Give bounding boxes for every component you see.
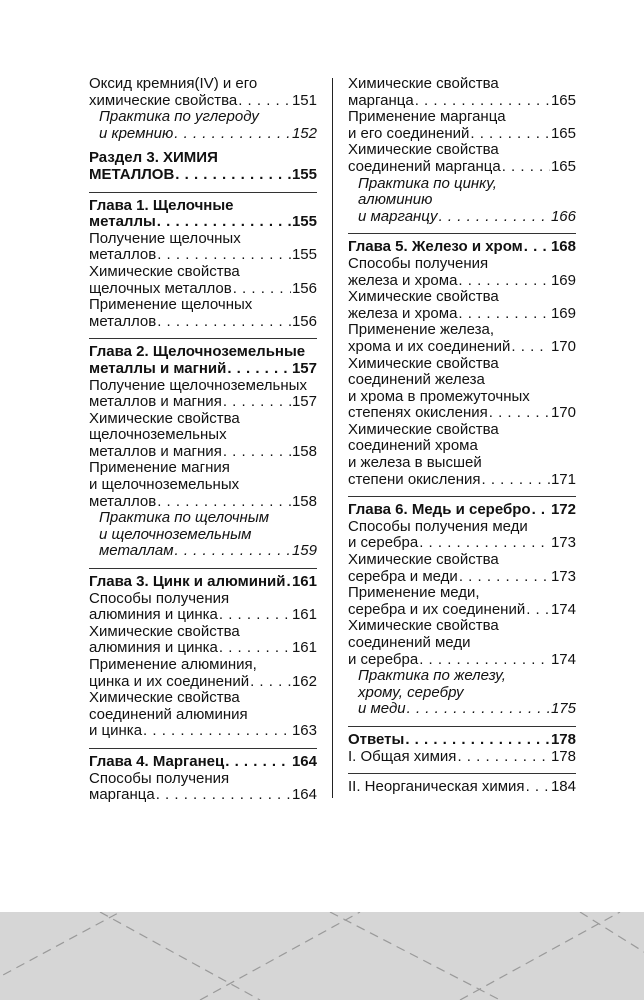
toc-entry-line	[89, 427, 317, 444]
toc-entry[interactable]	[89, 198, 317, 231]
toc-entry[interactable]	[348, 552, 576, 585]
toc-entry-title: Способы получения	[348, 254, 489, 272]
toc-entry-title: металлы и магний	[89, 359, 227, 377]
page-number: 157	[291, 359, 317, 377]
toc-entry-title: Получение щелочных	[89, 229, 241, 247]
page-number: 169	[550, 304, 576, 322]
toc-entry[interactable]	[89, 264, 317, 297]
toc-entry-title: металлов и магния	[89, 393, 222, 411]
toc-entry-line-last	[89, 754, 317, 771]
toc-entry-title: хрома и их соединений	[348, 337, 511, 355]
dot-leader	[219, 640, 291, 657]
toc-column-right	[348, 76, 576, 796]
toc-entry-line	[99, 527, 317, 544]
toc-entry-line	[89, 297, 317, 314]
toc-entry-title: МЕТАЛЛОВ	[89, 165, 175, 183]
toc-entry[interactable]	[348, 749, 576, 766]
page-number: 173	[550, 567, 576, 585]
toc-entry[interactable]	[348, 502, 576, 519]
toc-entry-title: Глава 1. Щелочные	[89, 196, 234, 214]
section-separator	[348, 233, 576, 234]
toc-entry-line-last	[89, 787, 317, 804]
toc-entry-title: Практика по железу,	[358, 667, 506, 685]
toc-entry-title: Глава 3. Цинк и алюминий	[89, 573, 286, 591]
page-number: 174	[550, 650, 576, 668]
dot-leader	[157, 314, 291, 331]
dot-leader	[219, 607, 291, 624]
toc-entry-title: Глава 6. Медь и серебро	[348, 501, 531, 519]
dot-leader	[489, 405, 550, 422]
toc-entry-title: Применение алюминия,	[89, 656, 257, 673]
page-number: 165	[550, 124, 576, 142]
toc-entry-title: Применение марганца	[348, 108, 506, 126]
toc-entry-line-last	[348, 126, 576, 143]
page-number: 171	[550, 470, 576, 488]
toc-entry-title: и хрома в промежуточных	[348, 387, 530, 405]
page-number: 184	[550, 778, 576, 796]
toc-entry-line-last	[358, 701, 576, 718]
toc-entry[interactable]	[89, 231, 317, 264]
dot-leader	[415, 93, 550, 110]
toc-entry-title: металлов и магния	[89, 442, 222, 460]
toc-entry-line-last	[99, 543, 317, 560]
toc-entry-title: серебра и их соединений	[348, 600, 526, 618]
page-number: 156	[291, 312, 317, 330]
toc-entry-line	[348, 142, 576, 159]
toc-entry-title: хрому, серебру	[358, 683, 464, 701]
page-number: 169	[550, 271, 576, 289]
toc-entry-title: соединений железа	[348, 371, 485, 389]
section-separator	[89, 568, 317, 569]
page-number: 161	[291, 639, 317, 657]
dot-leader	[175, 167, 291, 184]
toc-entry-line	[358, 685, 576, 702]
toc-entry-line	[348, 552, 576, 569]
toc-entry-title: Химические свойства	[89, 409, 240, 427]
page-number: 152	[291, 124, 317, 142]
toc-entry[interactable]	[89, 150, 317, 183]
toc-entry-line-last	[348, 306, 576, 323]
toc-entry-title: Глава 5. Железо и хром	[348, 238, 523, 256]
toc-entry[interactable]	[348, 239, 576, 256]
toc-entry-title: и цинка	[89, 722, 143, 740]
dot-leader	[175, 543, 291, 560]
toc-entry-line	[358, 192, 576, 209]
toc-entry[interactable]	[348, 356, 576, 422]
toc-entry-title: металлов	[89, 492, 157, 510]
dot-leader	[405, 732, 550, 749]
toc-entry-line	[348, 109, 576, 126]
page-number: 172	[550, 501, 576, 519]
dot-leader	[419, 535, 550, 552]
dot-leader	[524, 239, 550, 256]
toc-entry-line-last	[89, 167, 317, 184]
toc-entry-line	[348, 372, 576, 389]
toc-entry-title: Способы получения меди	[348, 517, 528, 535]
toc-entry-title: металлов	[89, 312, 157, 330]
toc-entry-line-last	[348, 273, 576, 290]
toc-entry-title: и серебра	[348, 650, 419, 668]
toc-entry-title: степенях окисления	[348, 404, 488, 422]
page-number: 164	[291, 752, 317, 770]
page-number: 170	[550, 404, 576, 422]
toc-entry-line-last	[89, 93, 317, 110]
dot-leader	[157, 494, 291, 511]
dot-leader	[419, 652, 550, 669]
toc-entry-title: Химические свойства	[89, 689, 240, 707]
toc-entry-line-last	[348, 93, 576, 110]
toc-entry-line-last	[89, 394, 317, 411]
toc-entry-title: соединений алюминия	[89, 705, 248, 723]
dot-leader	[157, 214, 291, 231]
toc-entry-line	[89, 198, 317, 215]
toc-entry-title: щелочных металлов	[89, 279, 232, 297]
toc-entry-line-last	[89, 640, 317, 657]
section-separator	[348, 773, 576, 774]
toc-entry-line-last	[89, 607, 317, 624]
toc-entry-line-last	[89, 214, 317, 231]
dot-leader	[223, 444, 291, 461]
toc-entry-line	[358, 668, 576, 685]
toc-entry-line-last	[348, 239, 576, 256]
toc-entry-title: I. Общая химия	[348, 747, 457, 765]
toc-entry-line	[348, 585, 576, 602]
toc-entry-title: соединений меди	[348, 634, 471, 651]
toc-entry-line	[348, 356, 576, 373]
toc-entry-line	[89, 690, 317, 707]
toc-entry-line	[348, 389, 576, 406]
toc-entry-line	[89, 624, 317, 641]
page-number: 155	[291, 246, 317, 264]
dot-leader	[156, 787, 291, 804]
toc-entry-line	[89, 657, 317, 674]
toc-entry-line-last	[348, 535, 576, 552]
toc-entry-line	[89, 771, 317, 788]
toc-entry-title: II. Неорганическая химия	[348, 778, 525, 796]
toc-entry-title: Химические свойства	[348, 354, 499, 372]
page-number: 163	[291, 722, 317, 740]
toc-entry-title: серебра и меди	[348, 567, 458, 585]
toc-entry-title: Применение магния	[89, 459, 230, 477]
toc-entry-title: соединений марганца	[348, 157, 501, 175]
section-separator	[89, 192, 317, 193]
page-number: 158	[291, 442, 317, 460]
toc-entry-line-last	[348, 159, 576, 176]
toc-entry-line	[348, 455, 576, 472]
toc-entry-line	[89, 150, 317, 167]
dashed-pattern	[0, 912, 644, 1000]
toc-entry[interactable]	[348, 422, 576, 488]
toc-entry-title: цинка и их соединений	[89, 672, 250, 690]
page-number: 158	[291, 492, 317, 510]
toc-entry[interactable]	[348, 176, 576, 226]
toc-entry-line-last	[348, 405, 576, 422]
dot-leader	[143, 723, 291, 740]
toc-entry-line	[89, 477, 317, 494]
toc-entry-title: Практика по цинку,	[358, 174, 497, 192]
background-surface	[0, 912, 644, 1000]
page-number: 165	[550, 91, 576, 109]
page-number: 161	[291, 573, 317, 591]
toc-entry-title: Химические свойства	[348, 75, 499, 92]
toc-entry-title: железа и хрома	[348, 271, 458, 289]
page-number: 162	[291, 672, 317, 690]
toc-entry-line-last	[89, 361, 317, 378]
page-number: 161	[291, 606, 317, 624]
toc-entry-line	[348, 76, 576, 93]
toc-entry-title: марганца	[89, 786, 155, 804]
dot-leader	[407, 701, 550, 718]
toc-entry-line	[89, 707, 317, 724]
toc-entry-line	[348, 422, 576, 439]
toc-entry[interactable]	[89, 411, 317, 461]
column-divider	[332, 78, 333, 798]
toc-entry-title: Химические свойства	[348, 617, 499, 635]
toc-entry-title: Практика по щелочным	[99, 509, 270, 527]
dot-leader	[250, 674, 291, 691]
toc-entry[interactable]	[348, 668, 576, 718]
toc-entry-line	[89, 460, 317, 477]
dot-leader	[223, 394, 291, 411]
toc-entry-title: Получение щелочноземельных	[89, 376, 307, 394]
page-number: 168	[550, 238, 576, 256]
toc-entry-line-last	[348, 472, 576, 489]
toc-entry-title: железа и хрома	[348, 304, 458, 322]
toc-entry-line	[348, 289, 576, 306]
toc-entry-line-last	[89, 494, 317, 511]
toc-entry-title: марганца	[348, 91, 414, 109]
toc-entry[interactable]	[89, 378, 317, 411]
toc-entry-title: Химические свойства	[89, 262, 240, 280]
dot-leader	[439, 209, 550, 226]
toc-entry-title: и щелочноземельным	[99, 525, 252, 543]
toc-entry-title: щелочноземельных	[89, 426, 227, 444]
toc-entry-line	[89, 344, 317, 361]
toc-entry-line-last	[348, 749, 576, 766]
toc-entry-title: Практика по углероду	[99, 108, 259, 126]
toc-entry[interactable]	[89, 344, 317, 377]
toc-entry-title: и серебра	[348, 534, 419, 552]
toc-entry-line	[89, 76, 317, 93]
toc-entry-title: Глава 4. Марганец	[89, 752, 225, 770]
toc-entry-title: и марганцу	[358, 207, 438, 225]
toc-entry[interactable]	[348, 109, 576, 142]
page-number: 165	[550, 157, 576, 175]
toc-entry[interactable]	[89, 510, 317, 560]
toc-entry[interactable]	[89, 460, 317, 510]
toc-entry-line	[348, 519, 576, 536]
toc-entry-line	[89, 411, 317, 428]
toc-entry[interactable]	[348, 256, 576, 289]
toc-entry-title: алюминия и цинка	[89, 639, 218, 657]
toc-entry-title: Химические свойства	[348, 141, 499, 159]
page-number: 170	[550, 337, 576, 355]
toc-entry-title: алюминию	[358, 191, 433, 209]
toc-entry-line	[89, 378, 317, 395]
toc-entry-title: Глава 2. Щелочноземельные	[89, 343, 306, 361]
toc-entry-line	[99, 109, 317, 126]
toc-entry[interactable]	[348, 289, 576, 322]
page-number: 151	[291, 91, 317, 109]
toc-entry-line	[99, 510, 317, 527]
page-number: 178	[550, 747, 576, 765]
toc-entry[interactable]	[348, 76, 576, 109]
toc-entry-line	[89, 231, 317, 248]
toc-entry[interactable]	[348, 618, 576, 668]
toc-entry[interactable]	[89, 109, 317, 142]
toc-entry-line-last	[348, 652, 576, 669]
toc-entry[interactable]	[348, 322, 576, 355]
toc-entry-line-last	[358, 209, 576, 226]
section-separator	[89, 748, 317, 749]
page-number: 156	[291, 279, 317, 297]
toc-entry-title: и железа в высшей	[348, 454, 482, 472]
toc-entry-title: Способы получения	[89, 589, 230, 607]
page-number: 155	[291, 165, 317, 183]
dot-leader	[482, 472, 550, 489]
dot-leader	[502, 159, 550, 176]
dot-leader	[532, 502, 550, 519]
dot-leader	[227, 361, 291, 378]
dot-leader	[174, 126, 291, 143]
toc-entry-title: алюминия и цинка	[89, 606, 218, 624]
toc-entry[interactable]	[89, 657, 317, 690]
toc-entry[interactable]	[89, 690, 317, 740]
toc-entry[interactable]	[348, 519, 576, 552]
section-separator	[348, 726, 576, 727]
dot-leader	[286, 574, 291, 591]
toc-entry-line-last	[89, 723, 317, 740]
toc-entry-title: Раздел 3. ХИМИЯ	[89, 149, 218, 167]
toc-entry-title: степени окисления	[348, 470, 481, 488]
page-number: 155	[291, 213, 317, 231]
page-number: 174	[550, 600, 576, 618]
dot-leader	[526, 602, 550, 619]
page-number: 178	[550, 730, 576, 748]
dot-leader	[233, 281, 291, 298]
toc-entry[interactable]	[348, 732, 576, 749]
page-number: 173	[550, 534, 576, 552]
dot-leader	[458, 306, 550, 323]
toc-entry-line	[348, 438, 576, 455]
toc-entry-line	[358, 176, 576, 193]
toc-entry-title: металлам	[99, 542, 174, 560]
toc-entry-line-last	[348, 602, 576, 619]
toc-entry-line	[348, 635, 576, 652]
toc-entry-line-last	[348, 339, 576, 356]
toc-entry-title: Применение щелочных	[89, 296, 253, 314]
toc-entry-title: Ответы	[348, 730, 405, 748]
dot-leader	[526, 779, 550, 796]
toc-entry-title: и меди	[358, 700, 406, 718]
toc-entry[interactable]	[89, 76, 317, 109]
toc-entry[interactable]	[348, 142, 576, 175]
toc-entry-title: Химические свойства	[348, 288, 499, 306]
page-number: 164	[291, 786, 317, 804]
toc-entry-line-last	[348, 502, 576, 519]
toc-entry-line	[348, 618, 576, 635]
toc-entry-title: Оксид кремния(IV) и его	[89, 75, 258, 92]
toc-entry-title: соединений хрома	[348, 437, 478, 455]
toc-entry[interactable]	[89, 754, 317, 771]
toc-entry-line	[89, 591, 317, 608]
toc-entry[interactable]	[89, 624, 317, 657]
toc-entry[interactable]	[89, 591, 317, 624]
toc-entry-title: металлы	[89, 213, 156, 231]
dot-leader	[225, 754, 291, 771]
section-separator	[348, 496, 576, 497]
toc-entry-title: Применение железа,	[348, 321, 494, 339]
toc-entry[interactable]	[89, 574, 317, 591]
toc-entry-line	[89, 264, 317, 281]
section-separator	[89, 338, 317, 339]
dot-leader	[458, 273, 550, 290]
toc-entry-line-last	[99, 126, 317, 143]
toc-entry-line-last	[89, 674, 317, 691]
dot-leader	[470, 126, 550, 143]
toc-entry-title: и его соединений	[348, 124, 470, 142]
toc-entry-line	[348, 256, 576, 273]
page-number: 175	[550, 700, 576, 718]
toc-entry-line-last	[348, 732, 576, 749]
toc-entry-title: химические свойства	[89, 91, 238, 109]
toc-entry-title: Применение меди,	[348, 584, 480, 602]
toc-entry[interactable]	[89, 771, 317, 804]
toc-entry-title: Химические свойства	[348, 420, 499, 438]
dot-leader	[238, 93, 291, 110]
toc-entry-line-last	[89, 574, 317, 591]
toc-entry-line-last	[89, 281, 317, 298]
toc-entry[interactable]	[348, 779, 576, 796]
toc-entry-line-last	[348, 569, 576, 586]
page-number: 166	[550, 207, 576, 225]
page-number: 159	[291, 542, 317, 560]
toc-entry-title: и кремнию	[99, 124, 174, 142]
toc-entry-line-last	[89, 247, 317, 264]
toc-entry[interactable]	[348, 585, 576, 618]
toc-entry[interactable]	[89, 297, 317, 330]
toc-entry-title: металлов	[89, 246, 157, 264]
toc-entry-title: Способы получения	[89, 769, 230, 787]
toc-entry-line-last	[89, 314, 317, 331]
toc-entry-line-last	[348, 779, 576, 796]
toc-entry-line	[348, 322, 576, 339]
dot-leader	[459, 569, 550, 586]
dot-leader	[511, 339, 550, 356]
toc-entry-title: и щелочноземельных	[89, 476, 240, 494]
toc-entry-title: Химические свойства	[89, 622, 240, 640]
page-number: 157	[291, 393, 317, 411]
dot-leader	[457, 749, 550, 766]
toc-entry-line-last	[89, 444, 317, 461]
toc-column-left	[89, 76, 317, 804]
dot-leader	[157, 247, 291, 264]
toc-entry-title: Химические свойства	[348, 551, 499, 569]
